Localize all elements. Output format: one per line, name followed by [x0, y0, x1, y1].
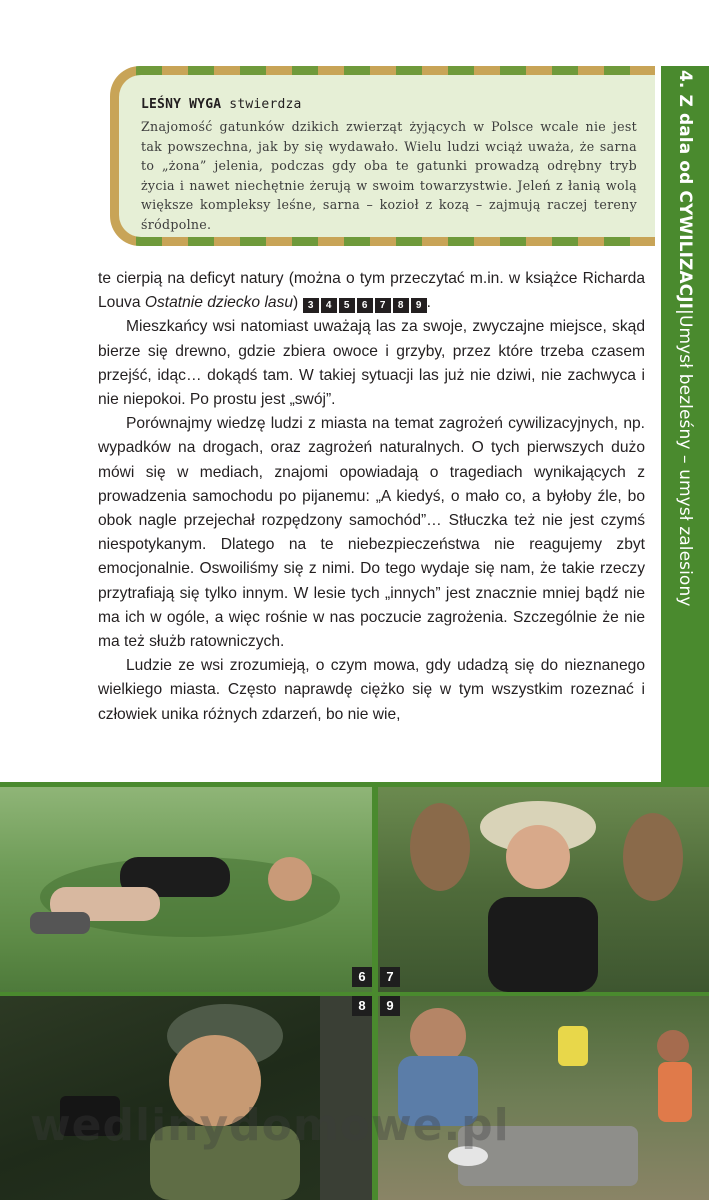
paragraph-2: Mieszkańcy wsi natomiast uważają las za swoje, zwyczajne miejsce, skąd bierze się drewno, gdzie zbiera owoce i grzyby, przez które trzeba czasem przejść, idąc… dokądś tam. W takiej sytuacji las już nie dziwi, nie zachwyca i nie niepokoi. Po prostu jest „swój”.: [98, 318, 645, 409]
photo-number-label: 8: [352, 996, 372, 1016]
paragraph-1-before: te cierpią na deficyt natury (można o tym przeczytać m.in. w książce Richarda Louva: [98, 270, 645, 312]
info-box-inner: [119, 75, 655, 237]
info-box-heading-bold: LEŚNY WYGA: [141, 97, 222, 112]
photo-9-illustration: [378, 996, 709, 1200]
photo-ref: 3: [303, 298, 319, 313]
photo-ref: 6: [357, 298, 373, 313]
photo-ref: 8: [393, 298, 409, 313]
chapter-subtitle: Umysł bezleśny – umysł zalesiony: [675, 314, 695, 607]
photo-ref: 9: [411, 298, 427, 313]
photo-number-label: 7: [380, 967, 400, 987]
watermark: wedlinydomowe.pl: [30, 1100, 510, 1151]
photo-boy-lying-in-grass: [0, 787, 372, 992]
book-title: Ostatnie dziecko lasu: [144, 294, 294, 312]
photo-ref: 5: [339, 298, 355, 313]
chapter-side-tab-text: [663, 70, 707, 780]
photo-boy-muddy-hands: [378, 787, 709, 992]
paragraph-1-close: ): [293, 294, 299, 312]
photo-references: [303, 298, 427, 313]
paragraph-3: Porównajmy wiedzę ludzi z miasta na temat zagrożeń cywilizacyjnych, np. wypadków na drogach, oraz zagrożeń naturalnych. O tych pierwszych dużo mówi się w mediach, znajomi opowiadają o tragediach wynikających z prowadzenia samochodu po pijanemu: „A kiedyś, o mało co, a byłoby źle, bo obok nagle przejechał rozpędzony samochód”… Stłuczka też nie jest czymś niespotykanym. Dlatego na te niebezpieczeństwa nie reagujemy zbyt emocjonalnie. Oswoiliśmy się z nimi. Do tego wydaje się nam, że takie rzeczy przytrafiają się tylko innym. W lesie tych „innych” jest znacznie mniej bądź nie ma ich w ogóle, a więc rośnie w nas poczucie zagrożenia. Szczególnie że nie ma też służb ratowniczych.: [98, 415, 645, 651]
photo-6-illustration: [0, 787, 372, 992]
chapter-separator: |: [675, 309, 695, 315]
photo-7-illustration: [378, 787, 709, 992]
photo-ref: 7: [375, 298, 391, 313]
body-text: [98, 267, 645, 727]
photo-8-illustration: [0, 996, 372, 1200]
paragraph-1-end: .: [426, 294, 431, 312]
photo-number-label: 6: [352, 967, 372, 987]
paragraph-1: [98, 267, 645, 315]
photo-man-cooking-outdoors: [378, 996, 709, 1200]
info-box-heading-rest: stwierdza: [221, 97, 302, 112]
photo-boy-with-camera: [0, 996, 372, 1200]
info-box: [110, 66, 655, 246]
paragraph-4: Ludzie ze wsi zrozumieją, o czym mowa, gdy udadzą się do nieznanego wielkiego miasta. Często naprawdę ciężko się w tym wszystkim rozeznać i człowiek unika różnych zdarzeń, bo nie wie,: [98, 657, 645, 723]
photo-ref: 4: [321, 298, 337, 313]
photo-number-label: 9: [380, 996, 400, 1016]
info-box-heading: [141, 97, 637, 112]
chapter-title: 4. Z dala od CYWILIZACJI: [675, 70, 695, 310]
info-box-text: Znajomość gatunków dzikich zwierząt żyjących w Polsce wcale nie jest tak powszechna, jak by się wydawało. Wielu ludzi wciąż uważa, że sarna to „żona” jelenia, podczas gdy oba te gatunki prowadzą odrębny tryb życia i nawet niechętnie żerują w swoim towarzystwie. Jeleń z łanią wolą większe kompleksy leśne, sarna – kozioł z kozą – zajmują raczej tereny śródpolne.: [141, 119, 637, 232]
